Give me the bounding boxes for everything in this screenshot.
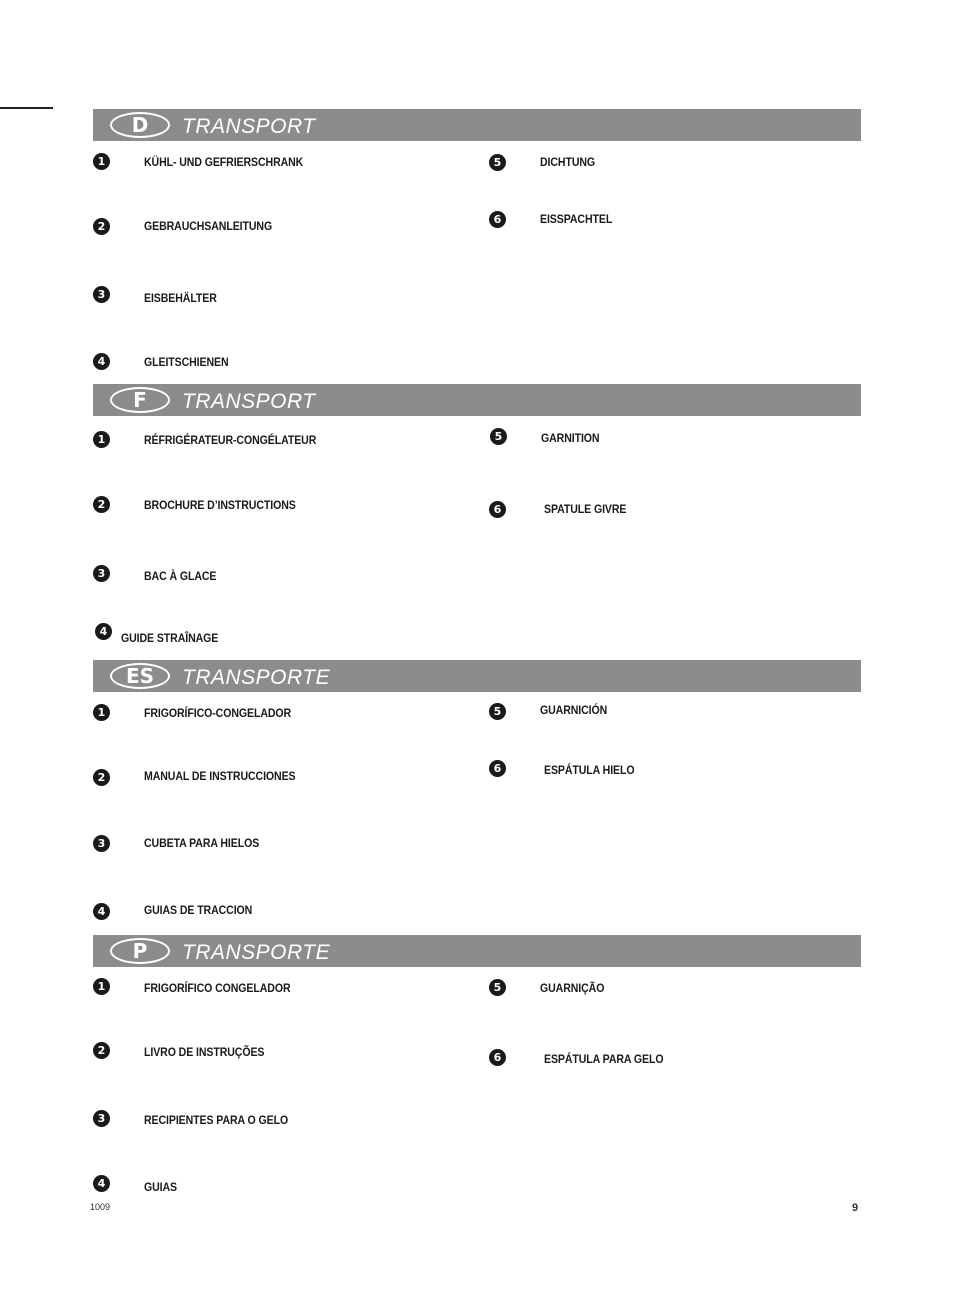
item-number: 5 — [489, 703, 506, 720]
item-label: GLEITSCHIENEN — [144, 355, 229, 369]
item-number: 5 — [490, 428, 507, 445]
item-label: GUIAS DE TRACCION — [144, 903, 253, 917]
item-number: 1 — [93, 704, 110, 721]
item-number: 6 — [489, 211, 506, 228]
item-label: GEBRAUCHSANLEITUNG — [144, 219, 273, 233]
item-number: 2 — [93, 496, 110, 513]
item-number: 4 — [95, 623, 112, 640]
item-number: 3 — [93, 835, 110, 852]
item-number: 2 — [93, 1042, 110, 1059]
section-header-p — [93, 935, 861, 967]
item-label: GUARNICIÓN — [540, 703, 608, 717]
language-badge: P — [110, 938, 170, 964]
section-header-d — [93, 109, 861, 141]
section-header-f — [93, 384, 861, 416]
corner-rule — [0, 107, 53, 109]
item-number: 5 — [489, 979, 506, 996]
item-number: 3 — [93, 286, 110, 303]
section-title: TRANSPORTE — [182, 666, 331, 689]
item-number: 4 — [93, 353, 110, 370]
item-label: GUARNIÇÃO — [540, 981, 605, 995]
item-number: 6 — [489, 1049, 506, 1066]
item-number: 5 — [489, 154, 506, 171]
item-label: CUBETA PARA HIELOS — [144, 836, 260, 850]
section-header-es — [93, 660, 861, 692]
item-number: 6 — [489, 760, 506, 777]
language-badge: F — [110, 387, 170, 413]
item-label: EISSPACHTEL — [540, 212, 613, 226]
item-label: SPATULE GIVRE — [544, 502, 627, 516]
item-number: 4 — [93, 1175, 110, 1192]
item-label: ESPÁTULA PARA GELO — [544, 1052, 664, 1066]
document-code: 1009 — [90, 1202, 111, 1212]
item-label: EISBEHÄLTER — [144, 291, 217, 305]
item-label: FRIGORÍFICO-CONGELADOR — [144, 706, 292, 720]
item-label: GUIDE STRAÎNAGE — [121, 631, 219, 645]
item-number: 1 — [93, 153, 110, 170]
item-number: 2 — [93, 769, 110, 786]
item-label: GARNITION — [541, 431, 600, 445]
item-label: KÜHL- UND GEFRIERSCHRANK — [144, 155, 304, 169]
item-label: FRIGORÍFICO CONGELADOR — [144, 981, 291, 995]
item-label: DICHTUNG — [540, 155, 596, 169]
item-number: 4 — [93, 903, 110, 920]
item-number: 2 — [93, 218, 110, 235]
item-number: 1 — [93, 978, 110, 995]
item-label: RECIPIENTES PARA O GELO — [144, 1113, 289, 1127]
item-label: BROCHURE D’INSTRUCTIONS — [144, 498, 296, 512]
item-label: RÉFRIGÉRATEUR-CONGÉLATEUR — [144, 433, 317, 447]
page-number: 9 — [852, 1202, 859, 1214]
item-number: 6 — [489, 501, 506, 518]
item-label: LIVRO DE INSTRUÇÕES — [144, 1045, 265, 1059]
section-title: TRANSPORT — [182, 115, 316, 138]
item-number: 3 — [93, 565, 110, 582]
section-title: TRANSPORT — [182, 390, 316, 413]
item-number: 1 — [93, 431, 110, 448]
language-badge: D — [110, 112, 170, 138]
item-label: BAC À GLACE — [144, 569, 217, 583]
item-number: 3 — [93, 1110, 110, 1127]
item-label: GUIAS — [144, 1180, 178, 1194]
item-label: ESPÁTULA HIELO — [544, 763, 635, 777]
section-title: TRANSPORTE — [182, 941, 331, 964]
language-badge: ES — [110, 663, 170, 689]
item-label: MANUAL DE INSTRUCCIONES — [144, 769, 296, 783]
